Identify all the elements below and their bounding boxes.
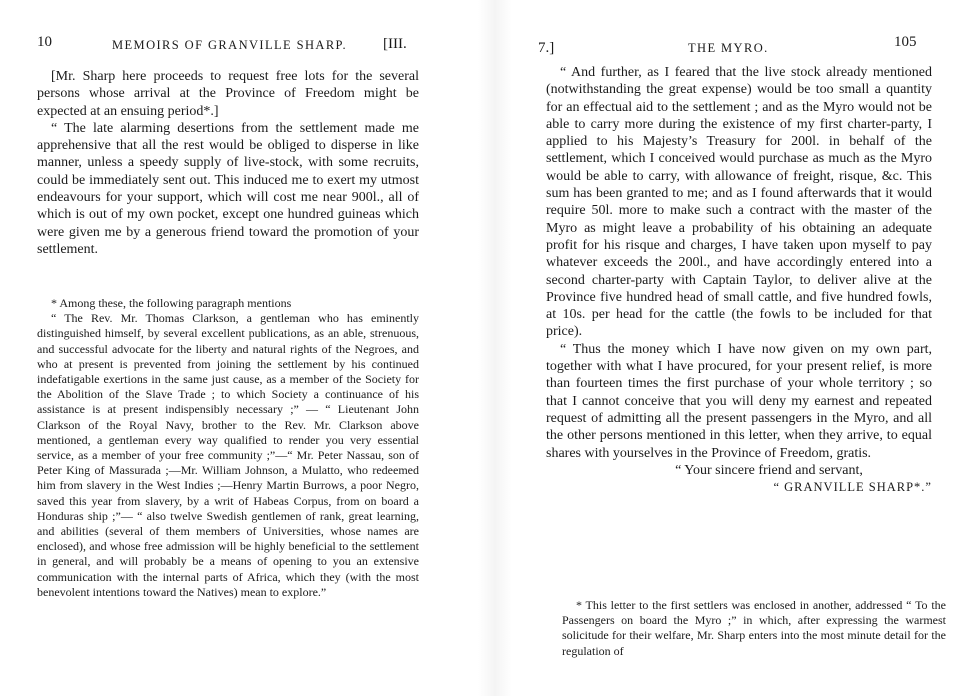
book-gutter [478, 0, 512, 696]
body-paragraph: “ And further, as I feared that the live stock already mentioned (notwithstanding the great expense) would be too small a quantity for an effectual aid to the settlement ; and as the Myro would not be able to carry more during the existence of my first charter-party, I applied to his Majesty’s Treasury for 200l. in behalf of the settlement, which I conceived would purchase as much as the Myro would be able to carry, with allowance of freight, risque, &c. This sum has been granted to me; and as I found afterwards that it would require 50l. more to make such a contract with the master of the Myro as might leave a probability of his obtaining an adequate profit for his risque and charges, I have taken upon myself to pay whatever exceeds the 200l., and have accordingly entered into a second charter-party with Captain Taylor, to deliver alive at the Province five hundred head of small cattle, and five hundred fowls, at 10s. per head for the cattle (the fowls to be included for that price). [546, 65, 932, 340]
signature: “ GRANVILLE SHARP*.” [773, 480, 932, 495]
body-paragraph: “ Thus the money which I have now given on my own part, together with what I have procured, for your present relief, is more than fourteen times the first purchase of your whole territory ; so that I cannot conceive that you will deny my earnest and repeated request of admitting all the present passengers in the Myro, and all the other persons mentioned in this letter, when they arrive, to equal shares with yourselves in the Province of Freedom, gratis. [546, 341, 932, 461]
footnote-lead: * Among these, the following paragraph mentions [51, 296, 292, 310]
page-number: 10 [37, 34, 52, 50]
body-paragraph: [Mr. Sharp here proceeds to request free lots for the several persons whose arrival at the Province of Freedom might be expected at an ensuing period*.] [37, 69, 419, 119]
footnote [562, 598, 946, 659]
closing-line: “ Your sincere friend and servant, [675, 462, 863, 478]
chapter-marker: [III. [383, 36, 407, 52]
body-text [37, 68, 419, 258]
body-text [546, 64, 932, 496]
running-head: THE MYRO. [688, 41, 769, 55]
running-head: MEMOIRS OF GRANVILLE SHARP. [112, 38, 348, 52]
body-paragraph: “ The late alarming desertions from the settlement made me apprehensive that all the rest would be obliged to disperse in like manner, unless a speedy supply of live-stock, with some recruits, could be immediately sent out. This induced me to exert my utmost endeavours for your support, which will cost me near 900l., all of which is out of my own pocket, except one hundred guineas which were given me by a generous friend toward the promotion of your settlement. [37, 120, 419, 257]
footnote-paragraph: “ The Rev. Mr. Thomas Clarkson, a gentleman who has eminently distinguished himself, by several excellent publications, as an able, strenuous, and successful advocate for the liberty and natural rights of the Negroes, and who at present is prevented from joining the settlement by his continued indefatigable exertions in the same just cause, as a member of the Society for the Abolition of the Slave Trade ; to which Society a continuance of his assistance is at present indispensibly necessary ;” — “ Lieutenant John Clarkson of the Royal Navy, brother to the Rev. Mr. Clarkson above mentioned, a gentleman every way qualified to render you very essential service, as a member of your free community ;”—“ Mr. Peter Nassau, son of Peter King of Massurada ;—Mr. William Johnson, a Mulatto, who redeemed him from slavery in the West Indies ;—Henry Martin Burrows, a poor Negro, saved this year from slavery, by a writ of Habeas Corpus, from on board a Honduras ship ;”— “ also twelve Swedish gentlemen of rank, great learning, and abilities (several of them members of Universities, whose names are enclosed), and whose free admission will be highly beneficial to the settlement in general, and will probably be a means of opening to you an extensive communication with the internal parts of Africa, which they (with the most benevolent intentions toward the Natives) mean to explore.” [37, 311, 419, 599]
footnote [37, 296, 419, 600]
page-number: 105 [894, 34, 917, 50]
chapter-marker: 7.] [538, 40, 555, 56]
right-page [520, 0, 980, 696]
left-page [0, 0, 470, 696]
footnote-paragraph: * This letter to the first settlers was enclosed in another, addressed “ To the Passengers on board the Myro ;” in which, after expressing the warmest solicitude for their welfare, Mr. Sharp enters into the most minute detail for the regulation of [562, 598, 946, 658]
